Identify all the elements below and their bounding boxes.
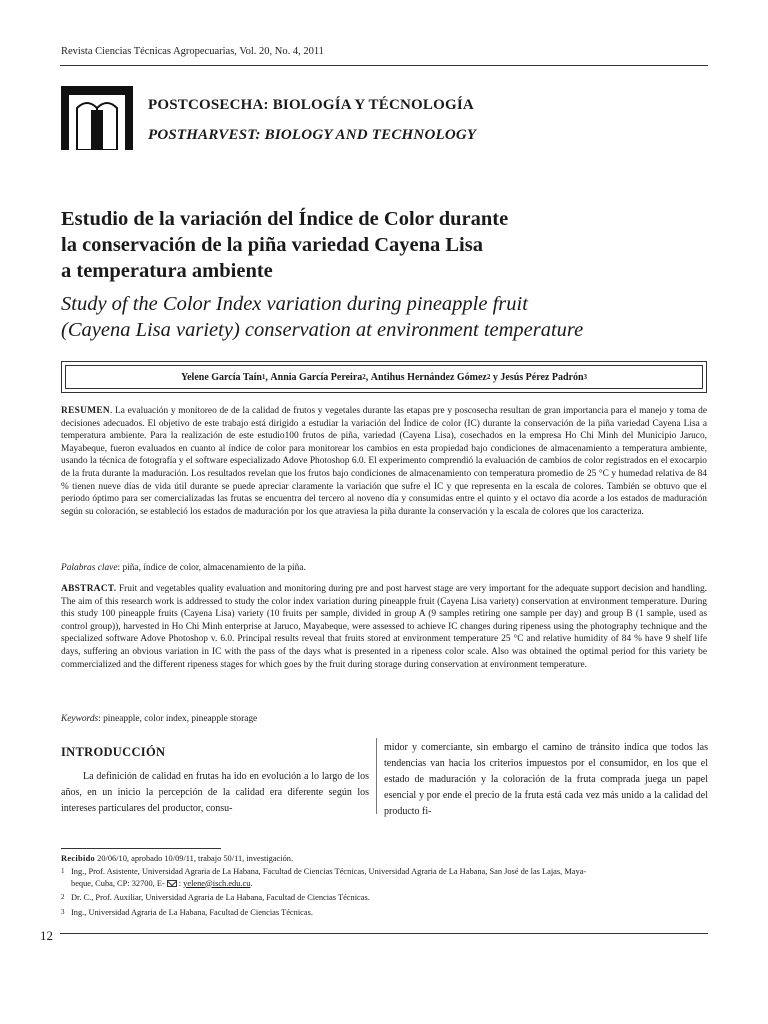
title-es-line: Estudio de la variación del Índice de Color durante: [61, 208, 509, 230]
email-link[interactable]: yelene@isch.edu.cu: [183, 878, 251, 888]
section-title-spanish: POSTCOSECHA: BIOLOGÍA Y TÉCNOLOGÍA: [148, 97, 474, 113]
authors-box: [61, 361, 707, 393]
abstract-paragraph: [61, 583, 707, 671]
author-affiliation: 3: [583, 373, 588, 381]
footnote-text: Ing., Universidad Agraria de La Habana, Facultad de Ciencias Técnicas.: [71, 908, 313, 917]
footnote-number: 3: [61, 908, 65, 916]
section-title-english: POSTHARVEST: BIOLOGY AND TECHNOLOGY: [148, 127, 477, 143]
title-es-line: la conservación de la piña variedad Cayena Lisa: [61, 234, 483, 256]
resumen-paragraph: [61, 405, 707, 518]
footnote-rule: [61, 848, 221, 849]
footnote-received: [61, 853, 707, 865]
author-affiliation: 1: [261, 373, 266, 381]
keywords-text: : pineapple, color index, pineapple storage: [98, 714, 258, 724]
footnote-1: [61, 866, 707, 889]
footnote-number: 1: [61, 867, 65, 875]
footnote-end: .: [250, 878, 253, 888]
footnote-continuation: beque, Cuba, CP: 32700, E- : yelene@isch.edu.cu.: [71, 878, 253, 888]
received-text: 20/06/10, aprobado 10/09/11, trabajo 50/11, investigación.: [95, 854, 294, 863]
footnote-text: Dr. C., Prof. Auxiliar, Universidad Agraria de La Habana, Facultad de Ciencias Técnicas.: [71, 893, 370, 902]
intro-left-column: La definición de calidad en frutas ha ido en evolución a lo largo de los años, en un inicio la percepción de la calidad era diferente según los intereses particulares del productor, consu-: [61, 771, 369, 814]
palabras-clave: [61, 562, 707, 575]
page-number: 12: [40, 928, 53, 943]
author-name: Jesús Pérez Padrón: [500, 371, 584, 383]
author-affiliation: 2: [362, 373, 366, 381]
authors-line: Yelene García Taín 1 , Annia García Pereira 2 , Antihus Hernández Gómez 2 y Jesús Pérez Padrón 3: [65, 365, 703, 389]
journal-header: Revista Ciencias Técnicas Agropecuarias, Vol. 20, No. 4, 2011: [61, 46, 324, 57]
paper-title-spanish: [61, 206, 711, 284]
author-name: Yelene García Taín: [180, 371, 262, 383]
author-name: Annia García Pereira: [270, 371, 363, 383]
resumen-text: . La evaluación y monitoreo de de la calidad de frutos y vegetales durante las etapas pre y poscosecha resultan de gran importancia para el manejo y toma de decisiones adecuados. El objetivo de este trabajo está dirigido a estudiar la variación del Índice de color (IC) durante la conservación de la piña variedad Cayena Lisa a temperatura ambiente. Para la realización de este estudio100 frutos de piña, variedad (Cayena Lisa), cosechados en la empresa Ho Chi Minh del Municipio Jaruco, Mayabeque, fueron evaluados en cuanto al índice de color para monitorear los cambios en esta propiedad bajo condiciones de almacenamiento a temperatura ambiente, usando la técnica de fotografía y el software especializado Adove Photoshop 6.0. El experimento comprendió la evaluación de cambios de color registrados en el exocarpio de la fruta durante la maduración. Los resultados revelan que los frutos bajo condiciones de almacenamiento con temperatura promedio de 25 °C y humedad relativa de 84 % tienen nueve días de vida útil durante se puede apreciar claramente la variación que sufre el IC y que representa en la escala de colores. También se obtuvo que el período óptimo para ser comercializadas las frutas se encuentra del tercero al noveno día y consumidas entre el quinto y el octavo día acorde a los estados de maduración según su coloración, se estableció los estados de maduración por los que atraviesa la piña durante la conservación y la escala de colores que los caracteriza.: [61, 406, 707, 517]
journal-logo: [61, 86, 133, 150]
footnote-2: [61, 892, 707, 904]
email-icon: [167, 880, 177, 887]
title-es-line: a temperatura ambiente: [61, 260, 273, 282]
palabras-clave-text: : piña, índice de color, almacenamiento de la piña.: [117, 563, 306, 573]
abstract-text: Fruit and vegetables quality evaluation and monitoring during pre and post harvest stage are very important for the adequate support decision and handling. The aim of this research work is addressed to study the color index variation during pineapple fruit (Cayena Lisa variety) conservation at environment temperature. During this study 100 pineapple fruits (Cayena Lisa) variety (10 fruits per sample, divided in group A (9 samples retiring one sample per day) and group B (1 sample, used as control group)), harvested in Ho Chi Minh enterprise at Jaruco, Mayabeque, were assessed to achieve IC changes during ripeness using the photography technique and the specialized software Adove Photoshop v. 6.0. Principal results reveal that fruits stored at environment temperature 25 °C and relative humidity of 84 % have 9 shelf life days, suffering an obvious variation in IC with the pass of the days what is presented in a ripeness color scale. Also was obtained the optimal period for this variety be commercialized and the different ripeness stages for which goes by the fruit during storage during conservation at environment temperature.: [61, 584, 707, 670]
palabras-clave-label: Palabras clave: [61, 563, 118, 573]
footnote-text: Ing., Prof. Asistente, Universidad Agraria de La Habana, Facultad de Ciencias Técnicas, Universidad Agraria de La Habana, San José de las Lajas, Maya-: [71, 867, 587, 876]
paper-title-english: [61, 291, 731, 343]
author-name: Antihus Hernández Gómez: [370, 371, 487, 383]
author-affiliation: 2: [486, 373, 491, 381]
header-rule: [60, 65, 708, 66]
intro-right-column: midor y comerciante, sin embargo el camino de tránsito indica que todos las tendencias van hacia los criterios impuestos por el consumidor, en los que el estado de maduración y la coloración de la fruta comprada juega un papel esencial y por ende el precio de la fruta está cada vez más unido a la calidad del producto fi-: [384, 742, 708, 817]
keywords: [61, 713, 707, 726]
abstract-label: ABSTRACT.: [61, 584, 117, 594]
footnote-3: [61, 907, 707, 919]
received-label: Recibido: [61, 854, 96, 863]
author-conjunction: y: [492, 371, 498, 383]
keywords-label: Keywords: [61, 714, 99, 724]
introduction-heading: INTRODUCCIÓN: [61, 745, 166, 759]
footer-rule: [60, 933, 708, 934]
footnote-number: 2: [61, 893, 65, 901]
title-en-line: (Cayena Lisa variety) conservation at environment temperature: [61, 319, 584, 341]
column-divider: [376, 738, 377, 814]
footnote-text: beque, Cuba, CP: 32700, E-: [71, 878, 165, 888]
title-en-line: Study of the Color Index variation during pineapple fruit: [61, 293, 528, 315]
resumen-label: RESUMEN: [61, 406, 110, 416]
